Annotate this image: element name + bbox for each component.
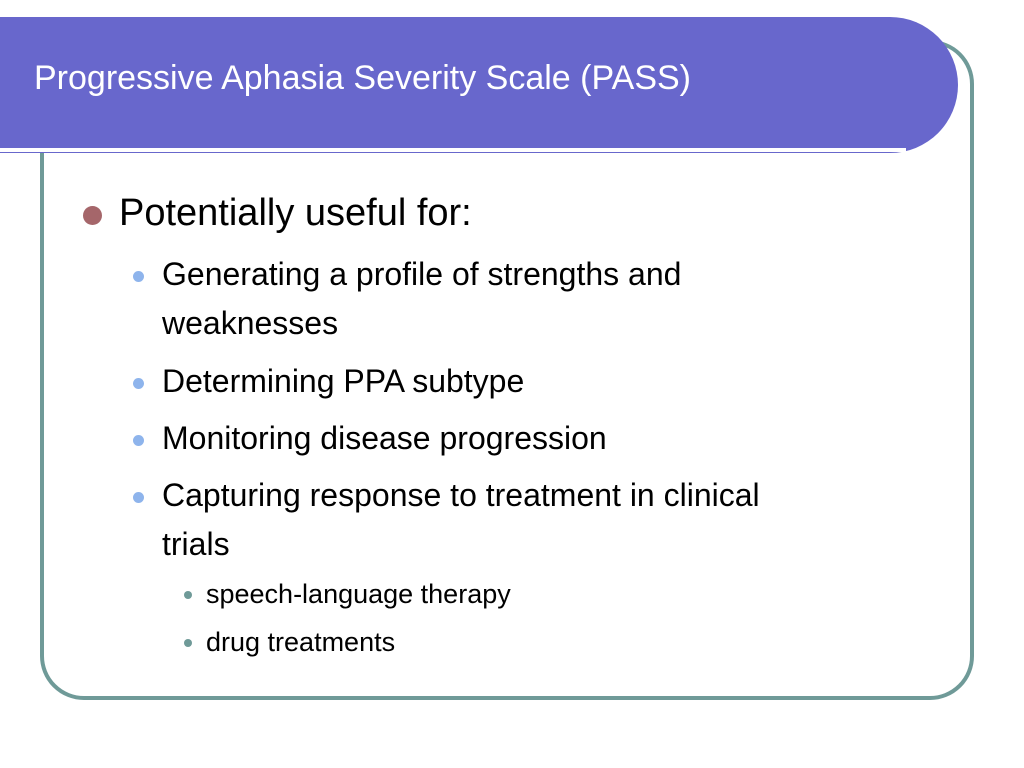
sub-bullet-text-continued: trials (162, 526, 230, 562)
sub-bullet-text: Determining PPA subtype (162, 363, 525, 399)
sub-sub-bullet-text: drug treatments (206, 627, 396, 657)
bullet-dot (133, 492, 144, 503)
bullet-dot (133, 435, 144, 446)
sub-bullet-text: Capturing response to treatment in clinical (162, 477, 760, 513)
sub-sub-bullet-text: speech-language therapy (206, 579, 511, 609)
bullet-dot (133, 378, 144, 389)
slide-title: Progressive Aphasia Severity Scale (PASS) (34, 59, 691, 97)
sub-bullet-text: Generating a profile of strengths and (162, 256, 682, 292)
bullet-dot (184, 639, 192, 647)
bullet-dot (83, 206, 102, 225)
sub-bullet-text: Monitoring disease progression (162, 420, 607, 456)
bullet-dot (133, 271, 144, 282)
bullet-text: Potentially useful for: (119, 192, 472, 234)
sub-bullet-text-continued: weaknesses (162, 305, 339, 341)
title-underline (0, 148, 906, 152)
bullet-dot (184, 591, 192, 599)
